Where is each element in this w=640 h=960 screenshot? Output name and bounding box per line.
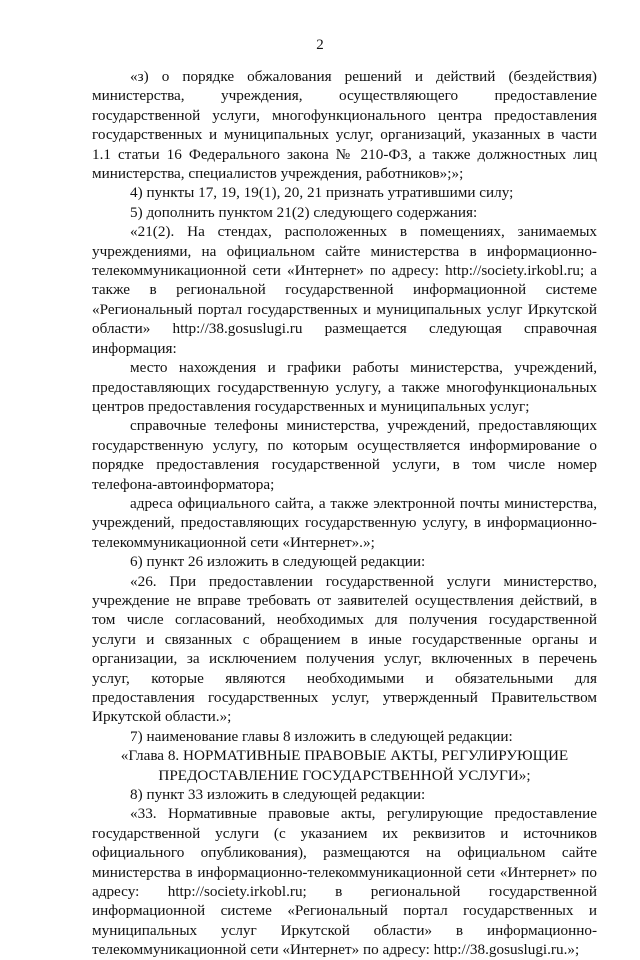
paragraph-clause-26: «26. При предоставлении государственной услуги министерство, учреждение не вправе требовать от заявителей осуществления действий, в том числе согласований, необходимых для получения государственной услуги и связанных с обращением в иные государственные органы и организации, за исключением получения услуг, включенных в перечень услуг, которые являются необходимыми и обязательными для предоставления государственных услуг, утвержденный Правительством Иркутской области.»; bbox=[92, 572, 597, 726]
paragraph-location-schedule: место нахождения и графики работы министерства, учреждений, предоставляющих государственную услугу, а также многофункциональных центров предоставления государственных и муниципальных услуг; bbox=[92, 359, 597, 415]
page-number: 2 bbox=[316, 37, 324, 53]
paragraph-reference-phones: справочные телефоны министерства, учреждений, предоставляющих государственную услугу, по которым осуществляется информирование о порядке предоставления государственной услуги, в том числе номер телефона-автоинформатора; bbox=[92, 417, 597, 493]
document-body bbox=[92, 67, 597, 960]
paragraph-item-7: 7) наименование главы 8 изложить в следующей редакции: bbox=[130, 727, 513, 745]
paragraph-appeal-procedure: «з) о порядке обжалования решений и действий (бездействия) министерства, учреждения, осуществляющего предоставление государственной услуги, многофункционального центра предоставления государственных и муниципальных услуг, организаций, указанных в части 1.1 статьи 16 Федерального закона № 210-ФЗ, а также должностных лиц министерства, специалистов учреждения, работников»;»; bbox=[92, 68, 597, 183]
paragraph-item-4: 4) пункты 17, 19, 19(1), 20, 21 признать утратившими силу; bbox=[130, 184, 514, 202]
paragraph-website-email: адреса официального сайта, а также электронной почты министерства, учреждений, предоставляющих государственную услугу, в информационно-телекоммуникационной сети «Интернет».»; bbox=[92, 494, 597, 551]
paragraph-item-8: 8) пункт 33 изложить в следующей редакции: bbox=[130, 786, 426, 804]
paragraph-item-5: 5) дополнить пунктом 21(2) следующего содержания: bbox=[130, 203, 478, 221]
paragraph-clause-33: «33. Нормативные правовые акты, регулирующие предоставление государственной услуги (с указанием их реквизитов и источников официального опубликования), размещаются на официальном сайте министерства в информационно-телекоммуникационной сети «Интернет» по адресу: http://society.irkobl.ru; в региональной государственной информационной системе «Региональный портал государственных и муниципальных услуг Иркутской области» в информационно-телекоммуникационной сети «Интернет» по адресу: http://38.gosuslugi.ru.»; bbox=[92, 805, 597, 959]
chapter-8-heading: «Глава 8. НОРМАТИВНЫЕ ПРАВОВЫЕ АКТЫ, РЕГУЛИРУЮЩИЕ ПРЕДОСТАВЛЕНИЕ ГОСУДАРСТВЕННОЙ УСЛУГИ»; bbox=[120, 747, 569, 784]
paragraph-item-6: 6) пункт 26 изложить в следующей редакции: bbox=[130, 553, 426, 571]
paragraph-clause-21-2: «21(2). На стендах, расположенных в помещениях, занимаемых учреждениями, на официальном сайте министерства в информационно-телекоммуникационной сети «Интернет» по адресу: http://society.irkobl.ru; а также в региональной государственной информационной системе «Региональный портал государственных и муниципальных услуг Иркутской области» http://38.gosuslugi.ru размещается следующая справочная информация: bbox=[92, 223, 597, 357]
